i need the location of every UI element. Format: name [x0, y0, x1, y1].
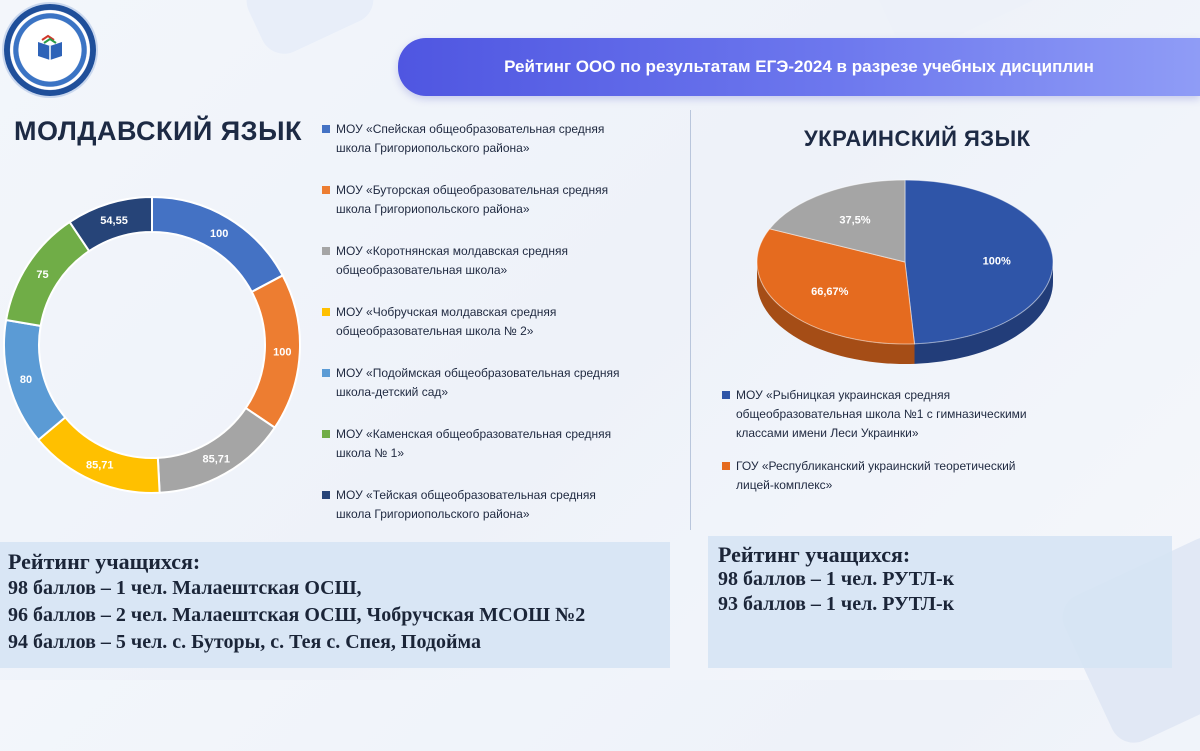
donut-data-label: 54,55: [100, 215, 128, 228]
donut-data-label: 80: [19, 373, 33, 386]
legend-label: школа Григориопольского района»: [336, 202, 530, 216]
ukrainian-legend-item: [722, 386, 1102, 443]
section-title-ukrainian: УКРАИНСКИЙ ЯЗЫК: [804, 126, 1031, 151]
legend-swatch: [322, 430, 330, 438]
donut-data-label: 100: [209, 228, 229, 241]
ukrainian-chart-legend: [722, 386, 1102, 509]
legend-label: МОУ «Рыбницкая украинская средняя: [736, 388, 951, 402]
panel-line: 93 баллов – 1 чел. РУТЛ-к: [718, 593, 955, 615]
legend-swatch: [322, 491, 330, 499]
moldovan-legend-item: [322, 486, 682, 524]
panel-line: 96 баллов – 2 чел. Малаештская ОСШ, Чобручская МСОШ №2: [8, 604, 586, 626]
background-decoration: [239, 0, 382, 62]
pie-data-label: 100%: [982, 255, 1011, 268]
legend-label: ГОУ «Республиканский украинский теоретический: [736, 459, 1016, 473]
legend-label: классами имени Леси Украинки»: [736, 426, 919, 440]
ukrainian-pie-chart: [740, 170, 1070, 380]
legend-label: школа № 1»: [336, 446, 404, 460]
panel-line: 98 баллов – 1 чел. РУТЛ-к: [718, 568, 955, 590]
legend-label: МОУ «Чобручская молдавская средняя: [336, 305, 557, 319]
pie-data-label: 37,5%: [839, 214, 871, 227]
book-emblem-icon: [34, 34, 66, 66]
student-rating-panel-moldovan: [0, 542, 670, 668]
ukrainian-legend-item: [722, 457, 1102, 495]
pie-data-label: 66,67%: [811, 286, 849, 299]
donut-data-label: 100: [273, 346, 292, 359]
moldovan-donut-chart: [0, 185, 320, 515]
legend-label: МОУ «Спейская общеобразовательная средняя: [336, 122, 605, 136]
legend-label: МОУ «Подоймская общеобразовательная средняя: [336, 366, 620, 380]
legend-label: общеобразовательная школа»: [336, 263, 508, 277]
page-title: Рейтинг ООО по результатам ЕГЭ-2024 в разрезе учебных дисциплин: [504, 57, 1094, 76]
moldovan-legend-item: [322, 242, 682, 280]
legend-swatch: [322, 125, 330, 133]
organization-logo: [4, 4, 96, 96]
donut-slice: [38, 417, 159, 493]
column-divider: [690, 110, 691, 530]
legend-label: МОУ «Каменская общеобразовательная средняя: [336, 427, 612, 441]
legend-swatch: [722, 391, 730, 399]
legend-label: общеобразовательная школа № 2»: [336, 324, 534, 338]
legend-swatch: [322, 186, 330, 194]
donut-slice: [152, 197, 283, 292]
legend-swatch: [322, 247, 330, 255]
legend-label: лицей-комплекс»: [736, 478, 833, 492]
legend-label: общеобразовательная школа №1 с гимназическими: [736, 407, 1027, 421]
moldovan-legend-item: [322, 364, 682, 402]
legend-label: школа Григориопольского района»: [336, 141, 530, 155]
donut-slice: [158, 408, 275, 493]
donut-data-label: 75: [36, 268, 49, 281]
moldovan-legend-item: [322, 425, 682, 463]
panel-heading: Рейтинг учащихся:: [718, 542, 911, 567]
donut-data-label: 85,71: [85, 459, 114, 472]
legend-label: МОУ «Коротнянская молдавская средняя: [336, 244, 569, 258]
donut-data-label: 85,71: [202, 453, 231, 466]
legend-swatch: [322, 369, 330, 377]
student-rating-panel-ukrainian: [708, 536, 1172, 668]
panel-line: 94 баллов – 5 чел. с. Буторы, с. Тея с. Спея, Подойма: [8, 631, 481, 653]
moldovan-legend-item: [322, 181, 682, 219]
legend-swatch: [322, 308, 330, 316]
moldovan-legend-item: [322, 303, 682, 341]
header-banner: [398, 38, 1200, 96]
panel-line: 98 баллов – 1 чел. Малаештская ОСШ,: [8, 577, 362, 599]
moldovan-chart-legend: [322, 120, 682, 547]
legend-swatch: [722, 462, 730, 470]
section-title-moldovan: МОЛДАВСКИЙ ЯЗЫК: [14, 116, 302, 146]
legend-label: МОУ «Тейская общеобразовательная средняя: [336, 488, 596, 502]
moldovan-legend-item: [322, 120, 682, 158]
legend-label: МОУ «Буторская общеобразовательная средняя: [336, 183, 609, 197]
legend-label: школа-детский сад»: [336, 385, 449, 399]
panel-heading: Рейтинг учащихся:: [8, 549, 201, 574]
legend-label: школа Григориопольского района»: [336, 507, 530, 521]
donut-slice: [4, 320, 65, 440]
